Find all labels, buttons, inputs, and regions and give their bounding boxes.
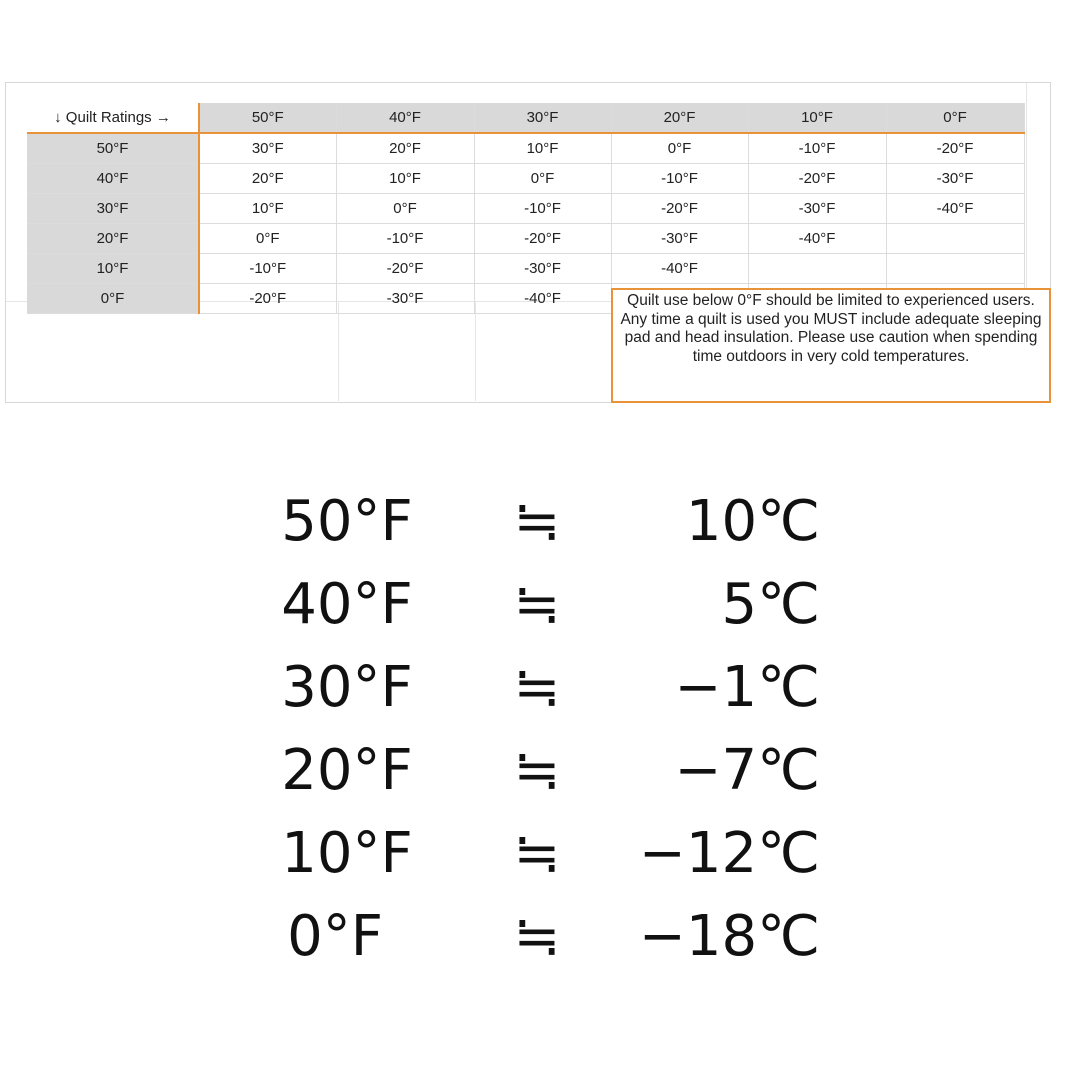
approx-equal-symbol: ≒ [513, 821, 561, 886]
corner-label: ↓ Quilt Ratings → [27, 103, 199, 133]
table-cell: -10°F [611, 163, 748, 193]
row-header: 50°F [27, 133, 199, 163]
celsius-value: −1℃ [674, 655, 820, 720]
table-cell [886, 223, 1024, 253]
table-row [27, 193, 1024, 223]
fahrenheit-value: 10°F [281, 821, 413, 886]
table-cell: -30°F [886, 163, 1024, 193]
celsius-value: 10℃ [685, 489, 820, 554]
table-cell: 0°F [611, 133, 748, 163]
quilt-ratings-table [27, 103, 1025, 314]
grid-line [475, 301, 476, 401]
grid-line [1026, 83, 1027, 289]
column-header: 20°F [611, 103, 748, 133]
fahrenheit-value: 0°F [287, 904, 383, 969]
temperature-conversion-list [0, 480, 1080, 978]
table-cell: 10°F [336, 163, 474, 193]
fahrenheit-value: 50°F [281, 489, 413, 554]
table-cell: -20°F [886, 133, 1024, 163]
table-cell: 10°F [474, 133, 611, 163]
table-cell: 30°F [199, 133, 336, 163]
table-cell: -30°F [611, 223, 748, 253]
row-header: 30°F [27, 193, 199, 223]
row-header: 20°F [27, 223, 199, 253]
table-row [27, 163, 1024, 193]
table-cell [748, 253, 886, 283]
approx-equal-symbol: ≒ [513, 904, 561, 969]
table-cell: 10°F [199, 193, 336, 223]
column-header: 0°F [886, 103, 1024, 133]
conversion-row [0, 646, 1080, 729]
approx-equal-symbol: ≒ [513, 738, 561, 803]
table-cell: -20°F [336, 253, 474, 283]
fahrenheit-value: 40°F [281, 572, 413, 637]
table-cell: -10°F [748, 133, 886, 163]
grid-line [338, 301, 339, 401]
table-cell: 0°F [336, 193, 474, 223]
conversion-row [0, 895, 1080, 978]
conversion-row [0, 812, 1080, 895]
table-cell: -20°F [199, 283, 336, 313]
cold-weather-warning-note: Quilt use below 0°F should be limited to experienced users. Any time a quilt is used you MUST include adequate sleeping pad and head insulation. Please use caution when spending time outdoors in very cold temperatures. [611, 288, 1051, 403]
fahrenheit-value: 30°F [281, 655, 413, 720]
conversion-row [0, 729, 1080, 812]
table-header-row [27, 103, 1024, 133]
table-cell: -20°F [611, 193, 748, 223]
table-cell: -40°F [886, 193, 1024, 223]
table-cell: -30°F [748, 193, 886, 223]
table-cell: -20°F [474, 223, 611, 253]
column-header: 50°F [199, 103, 336, 133]
column-header: 10°F [748, 103, 886, 133]
conversion-row [0, 480, 1080, 563]
fahrenheit-value: 20°F [281, 738, 413, 803]
table-cell: -40°F [474, 283, 611, 313]
approx-equal-symbol: ≒ [513, 655, 561, 720]
approx-equal-symbol: ≒ [513, 489, 561, 554]
table-cell: -30°F [474, 253, 611, 283]
table-cell: -40°F [611, 253, 748, 283]
celsius-value: 5℃ [721, 572, 820, 637]
celsius-value: −18℃ [638, 904, 820, 969]
celsius-value: −7℃ [674, 738, 820, 803]
row-header: 10°F [27, 253, 199, 283]
table-cell: 20°F [336, 133, 474, 163]
table-cell [886, 253, 1024, 283]
row-header: 40°F [27, 163, 199, 193]
table-cell: -10°F [336, 223, 474, 253]
table-cell: -10°F [199, 253, 336, 283]
table-cell: 0°F [474, 163, 611, 193]
row-header: 0°F [27, 283, 199, 313]
celsius-value: −12℃ [638, 821, 820, 886]
table-cell: 0°F [199, 223, 336, 253]
table-cell: -30°F [336, 283, 474, 313]
column-header: 30°F [474, 103, 611, 133]
table-cell: 20°F [199, 163, 336, 193]
table-cell: -20°F [748, 163, 886, 193]
table-row [27, 133, 1024, 163]
approx-equal-symbol: ≒ [513, 572, 561, 637]
column-header: 40°F [336, 103, 474, 133]
table-cell: -10°F [474, 193, 611, 223]
table-row [27, 223, 1024, 253]
conversion-row [0, 563, 1080, 646]
table-row [27, 253, 1024, 283]
table-cell: -40°F [748, 223, 886, 253]
